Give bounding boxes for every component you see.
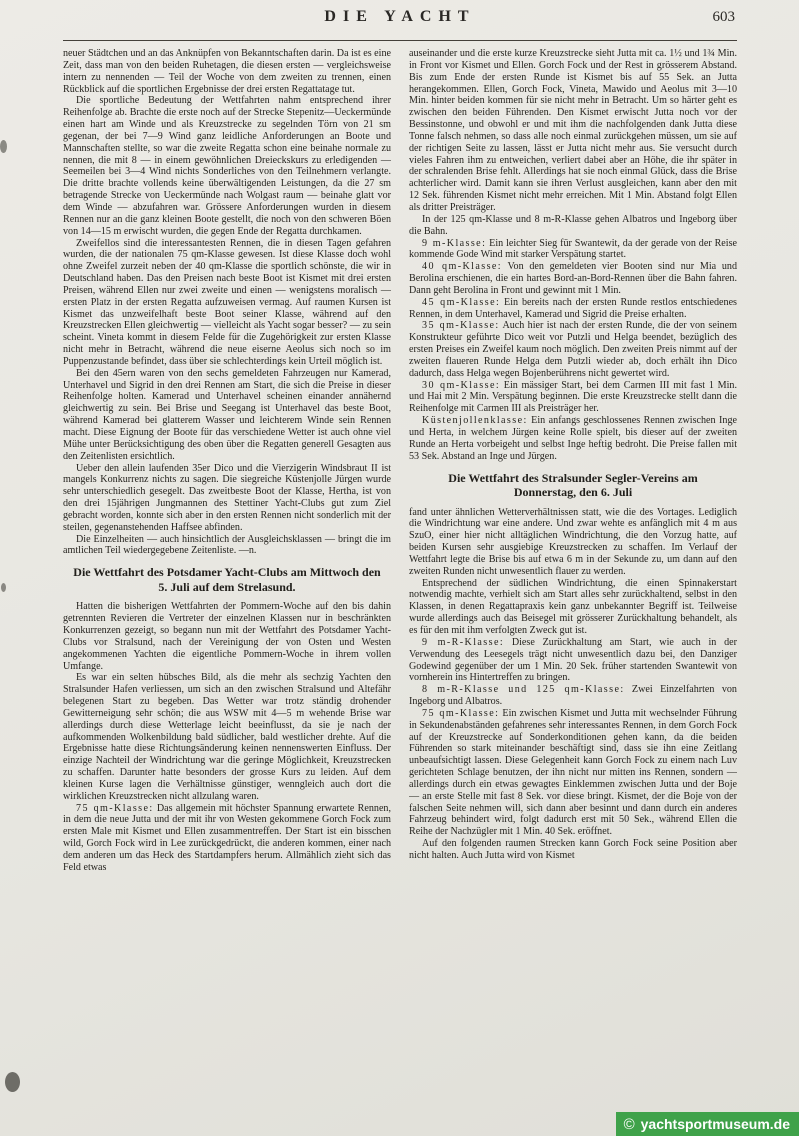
paragraph-text: Ein leichter Sieg für Swantewit, da der gerade von der Reise kommende Gode Wind mit starker Verspätung startet.: [409, 237, 737, 261]
paragraph: [409, 684, 737, 708]
scan-artifact: [0, 140, 7, 153]
watermark-text: yachtsportmuseum.de: [640, 1116, 790, 1132]
paragraph: Bei den 45ern waren von den sechs gemeldeten Fahrzeugen nur Kamerad, Unterhavel und Sigrid in den drei Rennen am Start, die sich die Preise in dieser Reihenfolge holten. Kamerad und Unterhavel scheinen einander annähernd gleichwertig zu sein. Bei Brise und Seegang ist Unterhavel das beste Boot, während Kamerad bei glatterem Wasser und leichterem Winde sein Rennen macht. Diese Eignung der Boote für das verschiedene Wetter ist auch ohne viel Mühe unter Berücksichtigung des oben über die Regatten generell Gesagten aus den Zeitenlisten ersichtlich.: [63, 367, 391, 462]
paragraph-text: Von den gemeldeten vier Booten sind nur Mia und Berolina erschienen, die ein hartes Bord-an-Bord-Rennen über die Bahn fahren. Dann geht Berolina in Front und gewinnt mit 1 Min.: [409, 261, 737, 296]
paragraph: [409, 380, 737, 416]
text-column-right: [409, 48, 737, 1130]
paragraph: [409, 320, 737, 379]
paragraph: In der 125 qm-Klasse und 8 m-R-Klasse gehen Albatros und Ingeborg über die Bahn.: [409, 213, 737, 237]
paragraph: fand unter ähnlichen Wetterverhältnissen statt, wie die des Vortages. Lediglich die Windrichtung war eine andere. Und zwar wehte es anfänglich mit 4 m aus SzuO, einer hier nicht alltäglichen Windrichtung, die den Vorzug hatte, auf beiden Kursen sehr ausgiebige Kreuzstrecken zu schaffen. Im Verlauf der Wettfahrt legte die Brise bis auf etwa 6 m in der Sekunde zu, um dann auf den zweiten Runden nicht unwesentlich flauer zu werden.: [409, 506, 737, 577]
paragraph: [409, 238, 737, 262]
article-body: [63, 48, 737, 1130]
paragraph: auseinander und die erste kurze Kreuzstrecke sieht Jutta mit ca. 1½ und 1¾ Min. in Front vor Kismet und Ellen. Gorch Fock und der Rest in grösserem Abstand. Bis zum Ende der ersten Runde ist Kismet bis auf 55 Sek. an Jutta herangekommen. Ellen, Gorch Fock, Vineta, Mawido und Aeolus mit 3—10 Min. hinter beiden kommen für sie nicht mehr in Betracht. Um so härter geht es zwischen den beiden Führenden. Den Kismet erwischt Jutta noch vor der Bessinstonne, und obwohl er und mit ihm die nachfolgenden dank Jutta diese Tonne falsch nehmen, so dass alle noch einmal zurückgehen müssen, um sie auf der richtigen Seite zu lassen, lässt er Jutta nicht mehr aus. Sie versucht durch vieles Fahren ihm zu entweichen, verliert dabei aber an Höhe, die ihr später in der schralenden Brise fehlt. Allerdings hat sie noch einmal Glück, dass die Brise achterlicher wird. Damit kann sie ihren Verlust ausgleichen, kann aber den mit 12 Sek. führenden Kismet nicht mehr erreichen. Mit 1 Min. Abstand folgt Ellen als dritter Preisträger.: [409, 48, 737, 213]
paragraph-text: Ein bereits nach der ersten Runde restlos entschiedenes Rennen, in dem Unterhavel, Kamerad und Sigrid die Preise erhalten.: [409, 296, 737, 320]
paragraph: Ueber den allein laufenden 35er Dico und die Vierzigerin Windsbraut II ist mangels Konkurrenz nichts zu sagen. Die siegreiche Küstenjolle Jürgen wurde sehr unterschiedlich gesegelt. Das zweitbeste Boot der Klasse, Hertha, ist von den drei 15jährigen Jungmannen des Stettiner Yacht-Clubs gut zum Ziel gebracht worden, konnte sich aber in den ersten Rennen nicht sonderlich mit der steilen, gegenanstehenden Haffsee abfinden.: [63, 462, 391, 533]
paragraph-text: Ein mässiger Start, bei dem Carmen III mit fast 1 Min. und Hai mit 2 Min. Verspätung beginnen. Die erste Kreuzstrecke stellt dann die Reihenfolge mit Carmen III als Preisträger her.: [409, 379, 737, 415]
header-rule: [63, 40, 737, 41]
paragraph: Zweifellos sind die interessantesten Rennen, die in diesen Tagen gefahren wurden, die der nationalen 75 qm-Klasse gewesen. Ist diese Klasse doch wohl ohne Zweifel zurzeit neben der 40 qm-Klasse die sportlich schönste, die wir in Deutschland haben. Das den Preisen nach beste Boot ist Kismet mit drei ersten Preisen, während Ellen nur zwei zweite und einen — wenigstens moralisch — ersten Platz in der ersten Regatta aufzuweisen vermag. Auf raumen Kursen ist Kismet das unzweifelhaft beste Boot seiner Klasse, während auf den Kreuzstrecken Ellen gleichwertig — vielleicht als Yacht sogar besser? — zu sein scheint. Vineta kommt in diesem Felde für die Zugehörigkeit zur ersten Klasse nicht mehr in Betracht, während die neue eiserne Aeolus sich noch so im Puppenzustande befindet, dass über sie schlechterdings kein Urteil möglich ist.: [63, 237, 391, 367]
paragraph: [409, 297, 737, 321]
paragraph-text: Das allgemein mit höchster Spannung erwartete Rennen, in dem die neue Jutta und der mit ihr von Westen gekommene Gorch Fock zum ersten Male mit Kismet und Ellen zusammentreffen. Der Start ist ein bisschen wild, Gorch Fock wird in Lee zurückgedrückt, die anderen kommen, einer nach dem anderen um das Heck des Startdampfers herum. Allmählich zieht sich das Feld etwas: [63, 802, 391, 873]
scan-artifact: [5, 1072, 20, 1092]
class-label: 35 qm-Klasse:: [422, 320, 500, 332]
scan-artifact: [1, 583, 6, 592]
class-label: 75 qm-Klasse:: [422, 707, 500, 719]
page-header: [63, 8, 737, 38]
paragraph: [409, 415, 737, 462]
class-label: Küstenjollenklasse:: [422, 415, 528, 427]
paragraph-text: Auch hier ist nach der ersten Runde, die der von seinem Konstrukteur geführte Dico weit vor Putzli und Helga beendet, bezüglich des ersten Preises ein Zweifel kaum noch möglich. Den zweiten Preis nimmt auf der zweiten flaueren Runde Helga dem Putzli wieder ab, doch erhält ihn Dico dadurch, dass Helga wegen Bojenberührens nicht gewertet wird.: [409, 320, 737, 379]
article-heading-stralsunder: Die Wettfahrt des Stralsunder Segler-Vereins am Donnerstag, den 6. Juli: [448, 470, 698, 500]
class-label: 9 m-Klasse:: [422, 237, 487, 249]
text-column-left: [63, 48, 391, 1130]
magazine-title: DIE YACHT: [324, 8, 476, 25]
class-label: 9 m-R-Klasse:: [422, 636, 505, 648]
paragraph-text: Diese Zurückhaltung am Start, wie auch in der Verwendung des Leesegels trägt nicht unwesentlich dazu bei, den Danziger Godewind gegenüber der um 1 Min. 20 Sek. früher startenden Swantewit von vornherein ins Hintertreffen zu bringen.: [409, 636, 737, 684]
paragraph: [63, 803, 391, 874]
paragraph: Es war ein selten hübsches Bild, als die mehr als sechzig Yachten den Stralsunder Hafen verliessen, um sich an den zwischen Stralsund und Altefähr belegenen Start zu begeben. Das Wetter war trotz ständig drohender Gewitterneigung sehr schön; die aus WSW mit 4—5 m wehende Brise war allerdings durch diese Wetterlage leicht beeinflusst, da sie je nach der aufkommenden Wolkenbildung bald südlicher, bald westlicher drehte. Auf die Ergebnisse hatte diese Richtungsänderung keinen nennenswerten Einfluss. Der einzige Nachteil der Windrichtung war die geringe Möglichkeit, Kreuzstrecken zu schaffen. Darunter hatte besonders der grosse Kurs zu leiden. Auf dem kleinen Kurse lagen die Verhältnisse günstiger, wenngleich auch dort die wirklichen Kreuzstrecken nicht allzulang waren.: [63, 672, 391, 802]
paragraph-text: Ein zwischen Kismet und Jutta mit wechselnder Führung in Sekundenabständen gefahrenes sehr interessantes Rennen, in dem Gorch Fock auf der Kreuzstrecke auf Sonderkonditionen gehen kann, da die beiden Führenden so stark miteinander beschäftigt sind, dass sie ihn eine Zeitlang unbeaufsichtigt lassen. Diese Gelegenheit kann Gorch Fock zu einem nach Luv gerichteten Schlage benutzen, der ihn nicht nur mitten ins Rennen, sondern — allerdings durch ein etwas gewagtes Einklemmen zwischen Jutta und der Boje — an erste Stelle mit fast 8 Sek. vor diese bringt. Kismet, der die Boje von der falschen Seite nehmen will, sich dann aber besinnt und dann durch ein anderes Fahrzeug behindert wird, folgt dadurch erst mit 50 Sek., während Ellen die Reihe der Nachzügler mit 1 Min. 40 Sek. eröffnet.: [409, 707, 737, 838]
paragraph-text: Zwei Einzelfahrten von Ingeborg und Albatros.: [409, 684, 737, 708]
class-label: 8 m-R-Klasse und 125 qm-Klasse:: [422, 684, 625, 696]
paragraph: Auf den folgenden raumen Strecken kann Gorch Fock seine Position aber nicht halten. Auch Jutta wird von Kismet: [409, 838, 737, 861]
paragraph: [409, 708, 737, 838]
paragraph-text: Ein anfangs geschlossenes Rennen zwischen Inge und Herta, in welchem Jürgen keine Rolle spielt, bis dieser auf der zweiten Runde an Herta vorbeigeht und selbst Inge heftig bedroht. Die Preise fallen mit 53 Sek. Abstand an Inge und Jürgen.: [409, 415, 737, 462]
paragraph: Entsprechend der südlichen Windrichtung, die einen Spinnakerstart notwendig machte, verhielt sich am Start alles sehr zurückhaltend, selbst in den Klassen, in denen Regattapraxis kein ganz unbekannter Begriff ist. Teilweise wurde allerdings auch das Beisegel mit grösserer Zurückhaltung behandelt, als es für den mit ihm verfolgten Zweck gut ist.: [409, 577, 737, 636]
page-number: 603: [712, 9, 735, 25]
paragraph: Hatten die bisherigen Wettfahrten der Pommern-Woche auf den bis dahin getrennten Revieren die Vertreter der einzelnen Klassen nur in beschränkten Konkurrenzen gezeigt, so begann nun mit der Wettfahrt des Potsdamer Yacht-Clubs vor Stralsund, nach der Vereinigung der von Osten und Westen angekommenen Yachten die eigentliche Pommern-Woche in ihrem vollen Umfange.: [63, 601, 391, 672]
paragraph: Die Einzelheiten — auch hinsichtlich der Ausgleichsklassen — bringt die im amtlichen Teil wiedergegebene Zeitenliste. —n.: [63, 533, 391, 557]
class-label: 45 qm-Klasse:: [422, 296, 501, 308]
copyright-icon: ©: [623, 1115, 635, 1133]
paragraph: [409, 637, 737, 684]
class-label: 30 qm-Klasse:: [422, 379, 501, 391]
paragraph: [409, 261, 737, 297]
watermark: [616, 1112, 799, 1136]
article-heading-potsdamer: Die Wettfahrt des Potsdamer Yacht-Clubs am Mittwoch den 5. Juli auf dem Strelasund.: [73, 565, 381, 594]
paragraph: Die sportliche Bedeutung der Wettfahrten nahm entsprechend ihrer Reihenfolge ab. Brachte die erste noch auf der Strecke Stepenitz—Ueckermünde einen hart am Winde und als Kreuzstrecke zu segelnden Törn von 21 sm gegenan, der bei 7—9 Wind ganz leidliche Anforderungen an Boote und Mannschaften stellte, so war die zweite Regatta schon eine beinahe normale zu nennen, die mit 8 — in einem gewöhnlichen Dreieckskurs zu erledigenden — Seemeilen bei 3—4 Wind nichts Sonderliches von den Teilnehmern verlangte. Die dritte brachte vollends keine überwältigenden Leistungen, da die 27 sm betragende Strecke von Ueckermünde nach Wolgast raum — beinahe glatt vor dem Winde — abzufahren war. Grössere Anforderungen wurden in diesem Rennen nur an die ganz kleinen Boote gestellt, die noch von den schweren Böen von 14—15 m erwischt wurden, die gegen Ende der Regatta durchkamen.: [63, 95, 391, 237]
paragraph: neuer Städtchen und an das Anknüpfen von Bekanntschaften darin. Da ist es eine Zeit, dass man von den beiden Ruhetagen, die diesen ersten — vergleichsweise intern zu nennenden — Teil der Woche von dem zweiten zu trennen, einen Rückblick auf die sportlichen Ergebnisse der drei ersten Regattatage tut.: [63, 48, 391, 95]
class-label: 75 qm-Klasse:: [76, 802, 154, 814]
class-label: 40 qm-Klasse:: [422, 261, 502, 273]
